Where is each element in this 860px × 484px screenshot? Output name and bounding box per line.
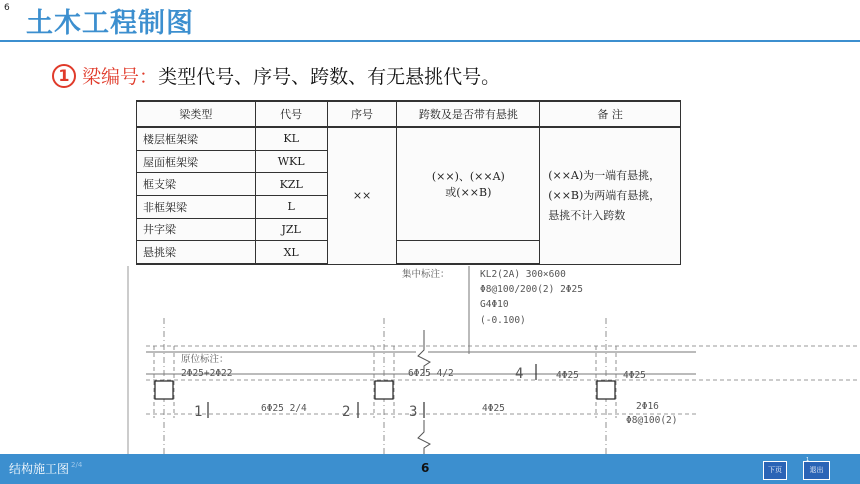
original-annotation-label: 原位标注：: [181, 354, 229, 365]
beam-type-name: 楼层框架梁: [137, 127, 256, 150]
beam-type-code: JZL: [255, 218, 327, 241]
footer-course-sup: 2/4: [71, 461, 83, 469]
next-page-button[interactable]: [763, 461, 787, 480]
page-title: 土木工程制图: [26, 8, 194, 39]
span-number: 2: [342, 404, 351, 420]
column-square: [155, 381, 173, 399]
exit-button-number: 1: [806, 457, 810, 463]
rebar-label: 6Φ25 2/4: [261, 403, 307, 414]
corner-slide-number: 6: [4, 3, 10, 13]
central-annotation-line: (-0.100): [480, 315, 526, 326]
table-header-cell: 梁类型: [137, 101, 256, 127]
title-divider: [0, 40, 860, 42]
beam-type-name: 井字梁: [137, 218, 256, 241]
table-header-cell: 代号: [255, 101, 327, 127]
beam-annotation-drawing: [126, 266, 860, 454]
original-annotation-value: 2Φ25+2Φ22: [181, 368, 233, 379]
column-square: [375, 381, 393, 399]
beam-type-code: KZL: [255, 173, 327, 196]
rebar-label: 4Φ25: [556, 370, 579, 381]
span-text-line: 或(××B): [445, 186, 492, 200]
break-line-bottom: [418, 420, 430, 454]
next-page-label: 下页: [768, 466, 782, 474]
table-header-cell: 备 注: [540, 101, 681, 127]
span-number: 1: [194, 404, 203, 420]
footer-bar: [0, 454, 860, 484]
note-text-line: (××A)为一端有悬挑，: [548, 168, 661, 182]
beam-type-name: 非框架梁: [137, 195, 256, 218]
table-header-cell: 跨数及是否带有悬挑: [397, 101, 540, 127]
central-annotation-line: G4Φ10: [480, 299, 509, 310]
span-empty-cell: [397, 241, 540, 264]
beam-type-code: XL: [255, 241, 327, 264]
subtitle-label: 梁编号：: [82, 66, 159, 88]
column-square: [597, 381, 615, 399]
beam-type-name: 悬挑梁: [137, 241, 256, 264]
table-header-row: [137, 101, 681, 127]
central-annotation-line: KL2(2A) 300×600: [480, 269, 566, 280]
beam-type-code: L: [255, 195, 327, 218]
note-text-line: 悬挑不计入跨数: [548, 208, 626, 222]
table-row: [137, 127, 681, 150]
span-cell: [397, 127, 540, 241]
beam-type-table: [136, 100, 681, 265]
rebar-label: 4Φ25: [623, 370, 646, 381]
rebar-label: 6Φ25 4/2: [408, 368, 454, 379]
beam-type-name: 屋面框架梁: [137, 150, 256, 173]
beam-type-code: WKL: [255, 150, 327, 173]
exit-button-label: 退出: [809, 466, 824, 474]
central-annotation-line: Φ8@100/200(2) 2Φ25: [480, 284, 583, 295]
note-text-line: (××B)为两端有悬挑，: [548, 188, 661, 202]
span-number: 4: [515, 366, 524, 382]
footer-course-text: 结构施工图: [9, 462, 70, 476]
span-text-line: (××)、(××A): [431, 170, 505, 184]
serial-cell: ××: [327, 127, 397, 264]
table-header-cell: 序号: [327, 101, 397, 127]
footer-page-number: 6: [421, 461, 430, 475]
note-cell: [540, 127, 681, 264]
beam-type-code: KL: [255, 127, 327, 150]
central-annotation-label: 集中标注：: [402, 269, 450, 280]
subtitle-line: [52, 62, 500, 89]
circled-number-badge: 1: [52, 64, 76, 88]
span-number: 3: [409, 404, 418, 420]
subtitle-text: 类型代号、序号、跨数、有无悬挑代号。: [158, 66, 501, 88]
rebar-label: 4Φ25: [482, 403, 505, 414]
beam-type-name: 框支梁: [137, 173, 256, 196]
exit-button[interactable]: [803, 457, 830, 480]
cantilever-stirrup-label: Φ8@100(2): [626, 415, 678, 426]
footer-course-title: [9, 460, 82, 477]
cantilever-rebar-label: 2Φ16: [636, 401, 659, 412]
